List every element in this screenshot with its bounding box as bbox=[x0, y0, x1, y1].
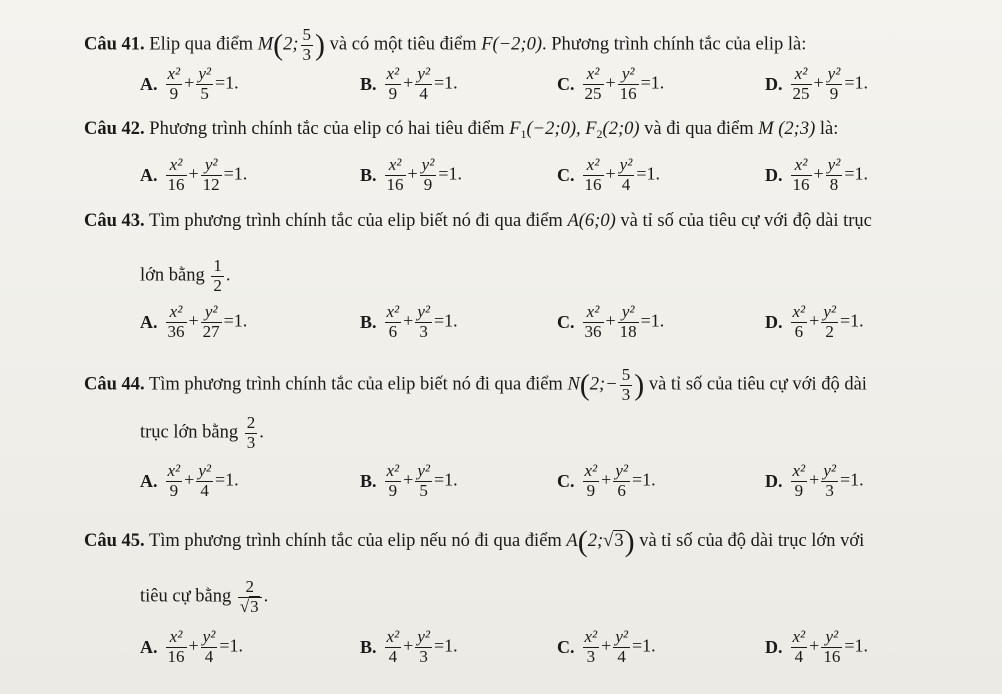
question-41-option-b[interactable]: B. $\frac{\text{x²}}{9}$ + $\frac{\text{y²}}{4}$ =1. bbox=[360, 64, 458, 103]
question-42-stem: Câu 42. Phương trình chính tắc của elip có hai tiêu điểm $F_1(-2;0)$, $F_2(2;0)$ và đi qua điểm M (2;3) là: bbox=[84, 119, 839, 141]
question-43-option-a[interactable]: A. $\frac{\text{x²}}{36}$ + $\frac{\text{y²}}{27}$ =1. bbox=[140, 302, 248, 341]
question-44-stem: Câu 44. Tìm phương trình chính tắc của elip biết nó đi qua điểm N(2;− $\frac{5}{3}$ ) và tỉ số của tiêu cự với độ dài bbox=[84, 365, 867, 404]
question-45-stem: Câu 45. Tìm phương trình chính tắc của elip nếu nó đi qua điểm A(2;√3) và tỉ số của độ dài trục lớn với bbox=[84, 525, 865, 558]
question-43-stem-line2: lớn bằng $\frac{1}{2}$ . bbox=[140, 256, 231, 295]
question-43-option-d[interactable]: D. $\frac{\text{x²}}{6}$ + $\frac{\text{y²}}{2}$ =1. bbox=[765, 302, 864, 341]
question-44-stem-line2: trục lớn bằng $\frac{2}{3}$ . bbox=[140, 413, 264, 452]
question-44-option-c[interactable]: C. $\frac{\text{x²}}{9}$ + $\frac{\text{y²}}{6}$ =1. bbox=[557, 461, 656, 500]
question-43-option-c[interactable]: C. $\frac{\text{x²}}{36}$ + $\frac{\text{y²}}{18}$ =1. bbox=[557, 302, 665, 341]
question-42-option-a[interactable]: A. $\frac{\text{x²}}{16}$ + $\frac{\text{y²}}{12}$ =1. bbox=[140, 155, 248, 194]
question-45-option-a[interactable]: A. $\frac{\text{x²}}{16}$ + $\frac{\text{y²}}{4}$ =1. bbox=[140, 627, 243, 666]
question-44-option-a[interactable]: A. $\frac{\text{x²}}{9}$ + $\frac{\text{y²}}{4}$ =1. bbox=[140, 461, 239, 500]
question-43-stem: Câu 43. Tìm phương trình chính tắc của elip biết nó đi qua điểm A(6;0) và tỉ số của tiêu cự với độ dài trục bbox=[84, 211, 872, 231]
question-41-option-c[interactable]: C. $\frac{\text{x²}}{25}$ + $\frac{\text{y²}}{16}$ =1. bbox=[557, 64, 665, 103]
fraction: $\frac{5}{3}$ bbox=[302, 25, 312, 64]
question-45-option-b[interactable]: B. $\frac{\text{x²}}{4}$ + $\frac{\text{y²}}{3}$ =1. bbox=[360, 627, 458, 666]
question-41-option-a[interactable]: A. $\frac{\text{x²}}{9}$ + $\frac{\text{y²}}{5}$ =1. bbox=[140, 64, 239, 103]
question-44-option-b[interactable]: B. $\frac{\text{x²}}{9}$ + $\frac{\text{y²}}{5}$ =1. bbox=[360, 461, 458, 500]
question-44-option-d[interactable]: D. $\frac{\text{x²}}{9}$ + $\frac{\text{y²}}{3}$ =1. bbox=[765, 461, 864, 500]
question-42-option-b[interactable]: B. $\frac{\text{x²}}{16}$ + $\frac{\text{y²}}{9}$ =1. bbox=[360, 155, 462, 194]
question-41-stem: Câu 41. Elip qua điểm M(2; $\frac{5}{3}$ ) và có một tiêu điểm F(−2;0). Phương trình chính tắc của elip là: bbox=[84, 25, 807, 64]
question-42-option-c[interactable]: C. $\frac{\text{x²}}{16}$ + $\frac{\text{y²}}{4}$ =1. bbox=[557, 155, 660, 194]
question-45-option-c[interactable]: C. $\frac{\text{x²}}{3}$ + $\frac{\text{y²}}{4}$ =1. bbox=[557, 627, 656, 666]
question-45-option-d[interactable]: D. $\frac{\text{x²}}{4}$ + $\frac{\text{y²}}{16}$ =1. bbox=[765, 627, 868, 666]
question-43-option-b[interactable]: B. $\frac{\text{x²}}{6}$ + $\frac{\text{y²}}{3}$ =1. bbox=[360, 302, 458, 341]
question-45-stem-line2: tiêu cự bằng $\frac{2}{√3}$ . bbox=[140, 577, 269, 616]
question-42-option-d[interactable]: D. $\frac{\text{x²}}{16}$ + $\frac{\text{y²}}{8}$ =1. bbox=[765, 155, 868, 194]
question-41-option-d[interactable]: D. $\frac{\text{x²}}{25}$ + $\frac{\text{y²}}{9}$ =1. bbox=[765, 64, 868, 103]
